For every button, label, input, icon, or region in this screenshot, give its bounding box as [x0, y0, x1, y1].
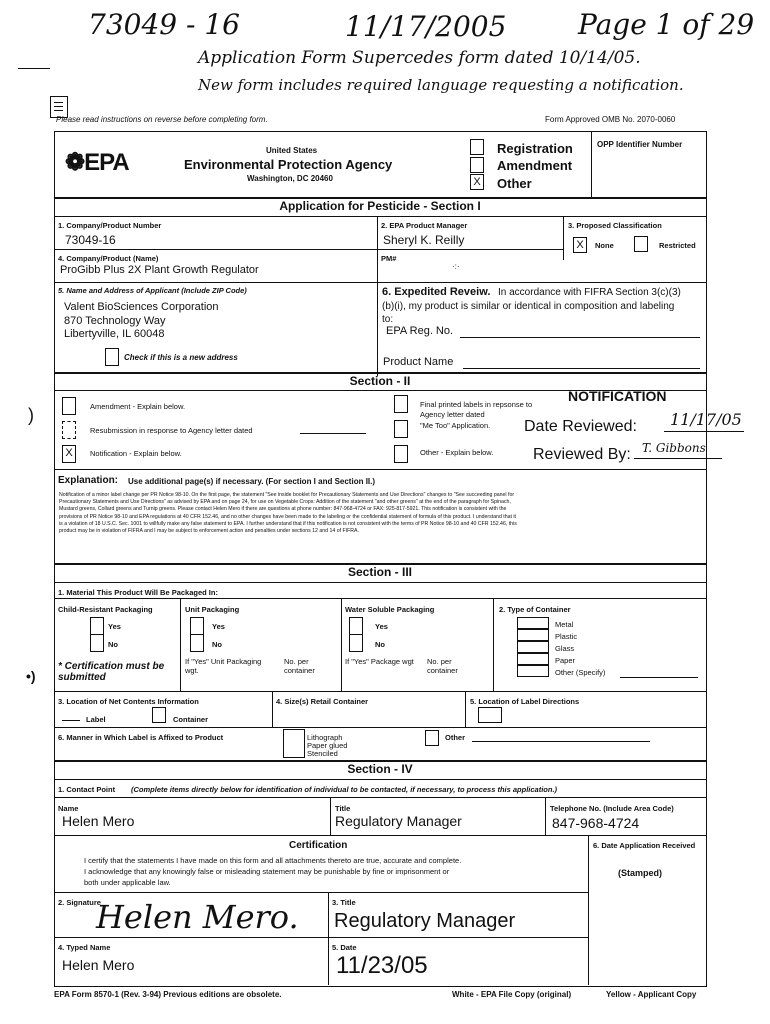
stamp-reviewer: T. Gibbons: [642, 441, 706, 455]
margin-dash: [18, 68, 50, 69]
divider: [377, 216, 378, 376]
container-other-field[interactable]: [620, 677, 698, 678]
notification-checkbox[interactable]: X: [62, 445, 76, 463]
new-address-label: Check if this is a new address: [124, 353, 238, 362]
handwritten-date: 11/17/2005: [345, 10, 507, 43]
divider: [54, 216, 706, 217]
yellow-copy: Yellow - Applicant Copy: [606, 990, 697, 999]
retail-size-label: 4. Size(s) Retail Container: [276, 697, 369, 706]
section1-title: Application for Pesticide - Section I: [279, 199, 481, 213]
child-resistant-no: No: [108, 640, 118, 649]
notification-label: Notification - Explain below.: [90, 449, 182, 458]
container-paper-checkbox[interactable]: [517, 653, 549, 665]
product-name-label: 4. Company/Product (Name): [58, 254, 159, 263]
divider: [328, 892, 329, 985]
name-value[interactable]: Helen Mero: [62, 813, 135, 829]
divider: [272, 691, 273, 727]
divider: [591, 131, 592, 197]
phone-value[interactable]: 847-968-4724: [552, 815, 640, 831]
amendment-explain-checkbox[interactable]: [62, 397, 76, 415]
margin-mark: •): [26, 668, 36, 684]
cert-text-1: I certify that the statements I have made on this form and all attachments thereto are true, accurate and complete.: [84, 856, 462, 865]
type-registration: Registration: [497, 141, 573, 156]
explanation-line: provisions of PR Notice 98-10 and EPA regulations at 40 CFR 152.46, and no other changes have been made to the labeling or the confidential statement of formula of this product. I understand that it: [59, 513, 516, 520]
unit-yes-checkbox[interactable]: [190, 617, 204, 635]
water-soluble-label: Water Soluble Packaging: [345, 605, 435, 614]
applicant-line-2[interactable]: 870 Technology Way: [64, 315, 166, 327]
product-name-field[interactable]: [463, 368, 700, 369]
phone-label: Telephone No. (Include Area Code): [550, 804, 674, 813]
container-other-checkbox[interactable]: [517, 665, 549, 677]
stenciled-label: Stenciled: [307, 749, 338, 758]
explanation-line: Mustard greens, Collard greens and Turnip greens. Please contact Helen Mero if there are questions at phone number: 847-968-4724 or FAX: 925-817-5921. This notification is consistent with the: [59, 506, 507, 513]
classification-label: 3. Proposed Classification: [568, 221, 662, 230]
divider: [54, 835, 706, 836]
divider: [54, 469, 706, 470]
typed-name-value[interactable]: Helen Mero: [62, 957, 135, 973]
company-product-number-label: 1. Company/Product Number: [58, 221, 162, 230]
child-resistant-no-checkbox[interactable]: [90, 634, 104, 652]
resubmission-date-field[interactable]: [300, 433, 366, 434]
epa-logo: ❁EPA: [65, 149, 129, 176]
net-container: Container: [173, 715, 209, 724]
explanation-text: [59, 492, 704, 535]
container-paper: Paper: [555, 656, 576, 665]
applicant-line-1[interactable]: Valent BioSciences Corporation: [64, 301, 219, 313]
water-no: No: [375, 640, 385, 649]
class-restricted-checkbox[interactable]: [634, 236, 648, 252]
no-per-container-label-2: No. per container: [427, 657, 458, 675]
section2-title: Section - II: [349, 374, 411, 388]
other-affixed-checkbox[interactable]: [425, 730, 439, 746]
agency-letter-label: Agency letter dated: [420, 410, 485, 419]
water-yes: Yes: [375, 622, 388, 631]
cert-text-2: I acknowledge that any knowingly false or misleading statement may be punishable by fine or imprisonment or: [84, 867, 450, 876]
resubmission-label: Resubmission in response to Agency letter dated: [90, 426, 253, 435]
stamp-date-reviewed: Date Reviewed:: [524, 418, 637, 435]
section3-title: Section - III: [347, 565, 412, 579]
container-glass-checkbox[interactable]: [517, 641, 549, 653]
label-checkbox-line[interactable]: [62, 720, 80, 721]
epa-reg-field[interactable]: [460, 337, 700, 338]
expedited-text-1: In accordance with FIFRA Section 3(c)(3): [498, 287, 681, 298]
final-printed-label: Final printed labels in repsonse to: [420, 400, 533, 409]
divider: [54, 598, 706, 599]
agency-name: Environmental Protection Agency: [184, 157, 393, 172]
typed-name-label: 4. Typed Name: [58, 943, 111, 952]
margin-mark: ): [28, 405, 34, 425]
certification-title: Certification: [289, 840, 348, 851]
net-label: Label: [86, 715, 106, 724]
me-too-checkbox[interactable]: [394, 420, 408, 438]
agency-city: Washington, DC 20460: [247, 174, 333, 183]
section4-title: Section - IV: [347, 762, 413, 776]
stamp-date-value: 11/17/05: [670, 410, 742, 429]
divider: [54, 582, 706, 583]
divider: [545, 797, 546, 835]
explanation-line: is a violation of 18 U.S.C. Sec. 1001 to willfully make any false statement to EPA. I further understand that if this notification is not consistent with the terms of PR Notice 98-10 and 40 CFR 152.46, this: [59, 520, 517, 527]
date-value[interactable]: 11/23/05: [336, 952, 428, 979]
container-other: Other (Specify): [555, 668, 606, 677]
label-directions-checkbox[interactable]: [478, 707, 502, 723]
child-resistant-label: Child-Resistant Packaging: [58, 605, 153, 614]
pm-mark: ·:·: [452, 262, 460, 271]
date-label: 5. Date: [332, 943, 357, 952]
water-yes-checkbox[interactable]: [349, 617, 363, 635]
product-name-line-label: Product Name: [383, 356, 454, 368]
stamp-date-line: [664, 431, 744, 432]
opp-label: OPP Identifier Number: [597, 140, 683, 149]
container-plastic: Plastic: [555, 632, 578, 641]
lithograph-label: Lithograph: [307, 733, 343, 742]
divider: [341, 598, 342, 691]
unit-no-checkbox[interactable]: [190, 634, 204, 652]
epa-reg-label: EPA Reg. No.: [386, 325, 454, 337]
date-received-label: 6. Date Application Received: [593, 841, 696, 850]
contact-hint: (Complete items directly below for identification of individual to be contacted, if necessary, to process this application.): [131, 785, 558, 794]
divider: [54, 727, 706, 728]
container-plastic-checkbox[interactable]: [517, 629, 549, 641]
expedited-title: 6. Expedited Reveiw.: [382, 286, 491, 298]
class-none-label: None: [595, 241, 614, 250]
title3-value[interactable]: Regulatory Manager: [334, 910, 516, 932]
explanation-line: Precautionary Statements and Use Directions" as advised by EPA and on page 24, for use on Vegetable Crops: Addition of the statement "and other greens" at the end of the paragraph for Spinach,: [59, 499, 511, 506]
form-number: EPA Form 8570-1 (Rev. 3-94) Previous editions are obsolete.: [54, 990, 282, 999]
white-copy: White - EPA File Copy (original): [452, 990, 572, 999]
title3-label: 3. Title: [332, 898, 356, 907]
resubmission-checkbox[interactable]: [62, 421, 76, 439]
child-resistant-yes-checkbox[interactable]: [90, 617, 104, 635]
divider: [180, 598, 181, 691]
handwritten-ref-number: 73049 - 16: [88, 8, 240, 41]
class-restricted-label: Restricted: [659, 241, 696, 250]
product-manager-label: 2. EPA Product Manager: [381, 221, 468, 230]
stamp-reviewer-line: [634, 458, 722, 459]
other-explain-checkbox[interactable]: [394, 445, 408, 463]
unit-no: No: [212, 640, 222, 649]
product-name-value[interactable]: ProGibb Plus 2X Plant Growth Regulator: [60, 264, 259, 276]
divider: [54, 797, 706, 798]
signature: Helen Mero.: [96, 898, 299, 936]
pm-label: PM#: [381, 254, 397, 263]
divider: [54, 937, 589, 938]
divider: [54, 691, 706, 692]
expedited-text-2: (b)(i), my product is similar or identical in composition and labeling: [382, 301, 675, 312]
container-location-checkbox[interactable]: [152, 707, 166, 723]
divider: [330, 797, 331, 835]
amendment-checkbox[interactable]: [470, 157, 484, 173]
applicant-label-text: 5. Name and Address of Applicant (Include ZIP Code): [58, 286, 247, 295]
if-yes-package-label: If "Yes" Package wgt: [345, 657, 414, 666]
explanation-line: product may be in violation of FIFRA and I may be subject to enforcement action and penalties under sections 12 and 14 of FIFRA.: [59, 528, 359, 535]
other-checkbox[interactable]: X: [470, 174, 484, 190]
water-no-checkbox[interactable]: [349, 634, 363, 652]
expedited-text-3: to:: [382, 314, 394, 325]
other-affixed-field[interactable]: [472, 741, 650, 742]
instructions-text: Please read instructions on reverse before completing form.: [56, 115, 268, 124]
cert-text-3: both under applicable law.: [84, 878, 171, 887]
unit-yes: Yes: [212, 622, 225, 631]
registration-checkbox[interactable]: [470, 139, 484, 155]
container-metal-checkbox[interactable]: [517, 617, 549, 629]
material-label: 1. Material This Product Will Be Packaged In:: [58, 588, 218, 597]
divider: [54, 282, 706, 283]
net-contents-label: 3. Location of Net Contents Information: [58, 697, 199, 706]
divider: [54, 779, 706, 780]
lithograph-checkbox[interactable]: [283, 729, 305, 758]
container-glass: Glass: [555, 644, 575, 653]
divider: [563, 216, 564, 260]
me-too-label: "Me Too" Application.: [420, 421, 491, 430]
container-metal: Metal: [555, 620, 574, 629]
new-address-checkbox[interactable]: [105, 348, 119, 366]
title-value[interactable]: Regulatory Manager: [335, 813, 462, 829]
title-label: Title: [335, 804, 351, 813]
type-other: Other: [497, 176, 532, 191]
class-none-checkbox[interactable]: X: [573, 237, 587, 253]
explanation-line: Notification of a minor label change per PR Notice 98-10. On the first page, the statement "See inside booklet for Precautionary Statements and Use Directions" changes to "See succeeding panel for: [59, 492, 515, 498]
divider: [493, 598, 494, 691]
child-resistant-yes: Yes: [108, 622, 121, 631]
divider: [54, 249, 378, 250]
container-type-label: 2. Type of Container: [499, 605, 571, 614]
stamp-notification: NOTIFICATION: [568, 388, 667, 404]
divider: [377, 249, 563, 250]
paper-glued-label: Paper glued: [307, 741, 348, 750]
signature-label: 2. Signature: [58, 898, 101, 907]
stamped-label: (Stamped): [618, 868, 663, 878]
if-yes-unit-label: If "Yes" Unit Packaging wgt.: [185, 657, 262, 675]
handwritten-note-2: New form includes required language requesting a notification.: [198, 76, 684, 94]
handwritten-page: Page 1 of 29: [578, 8, 755, 41]
explanation-hint: Use additional page(s) if necessary. (For section I and Section II.): [128, 477, 376, 486]
agency-country: United States: [266, 146, 318, 155]
product-manager-value[interactable]: Sheryl K. Reilly: [383, 233, 465, 247]
type-amendment: Amendment: [497, 158, 573, 173]
unit-packaging-label: Unit Packaging: [185, 605, 240, 614]
applicant-line-3[interactable]: Libertyville, IL 60048: [64, 328, 165, 340]
manner-affixed-label: 6. Manner in Which Label is Affixed to Product: [58, 733, 224, 742]
handwritten-note-1: Application Form Supercedes form dated 10/14/05.: [198, 48, 641, 68]
other-explain-label: Other - Explain below.: [420, 448, 494, 457]
cert-must-label: * Certification must be submitted: [58, 661, 165, 683]
other-affixed-label: Other: [445, 733, 466, 742]
explanation-label: Explanation:: [58, 475, 119, 486]
final-printed-checkbox[interactable]: [394, 395, 408, 413]
company-product-number-value[interactable]: 73049-16: [65, 233, 116, 247]
divider: [54, 892, 589, 893]
divider: [588, 835, 589, 985]
no-per-container-label: No. per container: [284, 657, 315, 675]
label-directions-label: 5. Location of Label Directions: [470, 697, 580, 706]
name-label: Name: [58, 804, 79, 813]
amendment-explain-label: Amendment - Explain below.: [90, 402, 186, 411]
contact-label: 1. Contact Point: [58, 785, 116, 794]
form-approved: Form Approved OMB No. 2070-0060: [545, 115, 676, 124]
applicant-label: [58, 286, 247, 295]
stamp-reviewed-by: Reviewed By:: [533, 446, 631, 463]
divider: [465, 691, 466, 727]
